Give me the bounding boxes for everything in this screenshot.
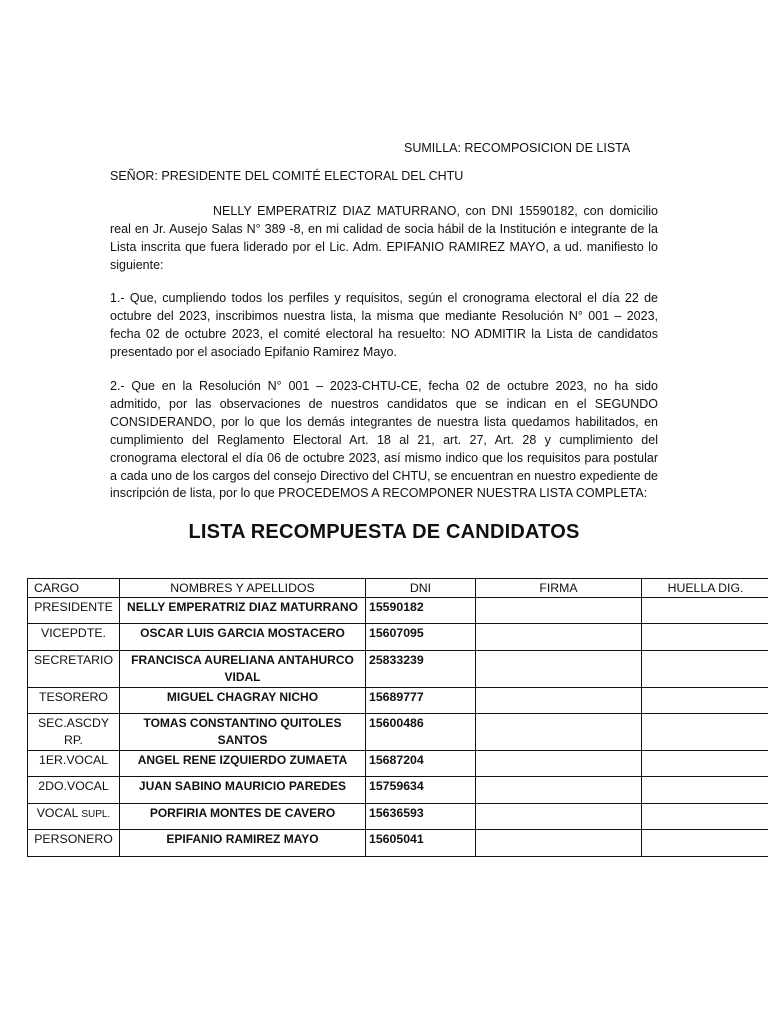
header-firma: FIRMA [476, 579, 642, 598]
nombre-cell: NELLY EMPERATRIZ DIAZ MATURRANO [120, 598, 366, 624]
dni-cell: 15590182 [366, 598, 476, 624]
cargo-cell: 2DO.VOCAL [28, 777, 120, 804]
huella-cell [642, 651, 768, 688]
cargo-cell: PERSONERO [28, 830, 120, 857]
nombre-cell: JUAN SABINO MAURICIO PAREDES [120, 777, 366, 804]
nombre-cell: EPIFANIO RAMIREZ MAYO [120, 830, 366, 857]
huella-cell [642, 830, 768, 857]
firma-cell [476, 714, 642, 751]
huella-cell [642, 598, 768, 624]
table-row [28, 714, 768, 751]
cargo-cell [28, 804, 120, 830]
header-nombres: NOMBRES Y APELLIDOS [120, 579, 366, 598]
list-title: LISTA RECOMPUESTA DE CANDIDATOS [188, 521, 580, 543]
paragraph-point-2: 2.- Que en la Resolución N° 001 – 2023-CHTU-CE, fecha 02 de octubre 2023, no ha sido admitido, por las observaciones de nuestros candidatos que se indican en el SEGUNDO CONSIDERANDO, por lo que los demás integrantes de nuestra lista quedamos habilitados, en cumplimiento del Reglamento Electoral Art. 18 al 21, art. 27, Art. 28 y cumplimiento del cronograma electoral el día 06 de octubre 2023, así mismo indico que los requisitos para postular a cada uno de los cargos del consejo Directivo del CHTU, se encuentran en nuestro expediente de inscripción de lista, por lo que PROCEDEMOS A RECOMPONER NUESTRA LISTA COMPLETA: [110, 379, 658, 501]
firma-cell [476, 804, 642, 830]
dni-cell: 15689777 [366, 688, 476, 714]
firma-cell [476, 688, 642, 714]
nombre-cell: TOMAS CONSTANTINO QUITOLES SANTOS [120, 714, 366, 751]
huella-cell [642, 804, 768, 830]
huella-cell [642, 714, 768, 751]
dni-cell: 15687204 [366, 751, 476, 777]
paragraph-point-1: 1.- Que, cumpliendo todos los perfiles y requisitos, según el cronograma electoral el día 22 de octubre del 2023, inscribimos nuestra lista, la misma que mediante Resolución N° 001 – 2023, fecha 02 de octubre 2023, el comité electoral ha resuelto: NO ADMITIR la Lista de candidatos presentado por el asociado Epifanio Ramirez Mayo. [110, 291, 658, 359]
firma-cell [476, 751, 642, 777]
huella-cell [642, 624, 768, 651]
nombre-cell: OSCAR LUIS GARCIA MOSTACERO [120, 624, 366, 651]
firma-cell [476, 624, 642, 651]
candidates-table [27, 578, 768, 857]
header-dni: DNI [366, 579, 476, 598]
cargo-cell: PRESIDENTE [28, 598, 120, 624]
dni-cell: 15607095 [366, 624, 476, 651]
firma-cell [476, 830, 642, 857]
huella-cell [642, 777, 768, 804]
header-cargo: CARGO [28, 579, 120, 598]
cargo-suffix: SUPL. [81, 809, 111, 820]
firma-cell [476, 651, 642, 688]
table-row [28, 624, 768, 651]
cargo-cell: SECRETARIO [28, 651, 120, 688]
huella-cell [642, 751, 768, 777]
nombre-cell: ANGEL RENE IZQUIERDO ZUMAETA [120, 751, 366, 777]
nombre-cell: MIGUEL CHAGRAY NICHO [120, 688, 366, 714]
table-row [28, 688, 768, 714]
nombre-cell: FRANCISCA AURELIANA ANTAHURCO VIDAL [120, 651, 366, 688]
firma-cell [476, 777, 642, 804]
cargo-cell: 1ER.VOCAL [28, 751, 120, 777]
cargo-cell: SEC.ASCDY RP. [28, 714, 120, 751]
dni-cell: 25833239 [366, 651, 476, 688]
table-row [28, 777, 768, 804]
nombre-cell: PORFIRIA MONTES DE CAVERO [120, 804, 366, 830]
table-row [28, 804, 768, 830]
dni-cell: 15605041 [366, 830, 476, 857]
dni-cell: 15636593 [366, 804, 476, 830]
table-row [28, 751, 768, 777]
dni-cell: 15759634 [366, 777, 476, 804]
salutation: SEÑOR: PRESIDENTE DEL COMITÉ ELECTORAL DEL CHTU [110, 169, 464, 183]
paragraph-intro: NELLY EMPERATRIZ DIAZ MATURRANO, con DNI 15590182, con domicilio real en Jr. Ausejo Salas N° 389 -8, en mi calidad de socia hábil de la Institución e integrante de la Lista inscrita que fuera liderado por el Lic. Adm. EPIFANIO RAMIREZ MAYO, a ud. manifiesto lo siguiente: [110, 204, 658, 272]
table-row [28, 598, 768, 624]
cargo-cell: TESORERO [28, 688, 120, 714]
firma-cell [476, 598, 642, 624]
cargo-label: VOCAL [36, 806, 78, 820]
sumilla-line: SUMILLA: RECOMPOSICION DE LISTA [404, 141, 631, 155]
table-row [28, 830, 768, 857]
header-huella: HUELLA DIG. [642, 579, 768, 598]
huella-cell [642, 688, 768, 714]
cargo-cell: VICEPDTE. [28, 624, 120, 651]
table-header-row [28, 579, 768, 598]
dni-cell: 15600486 [366, 714, 476, 751]
table-row [28, 651, 768, 688]
